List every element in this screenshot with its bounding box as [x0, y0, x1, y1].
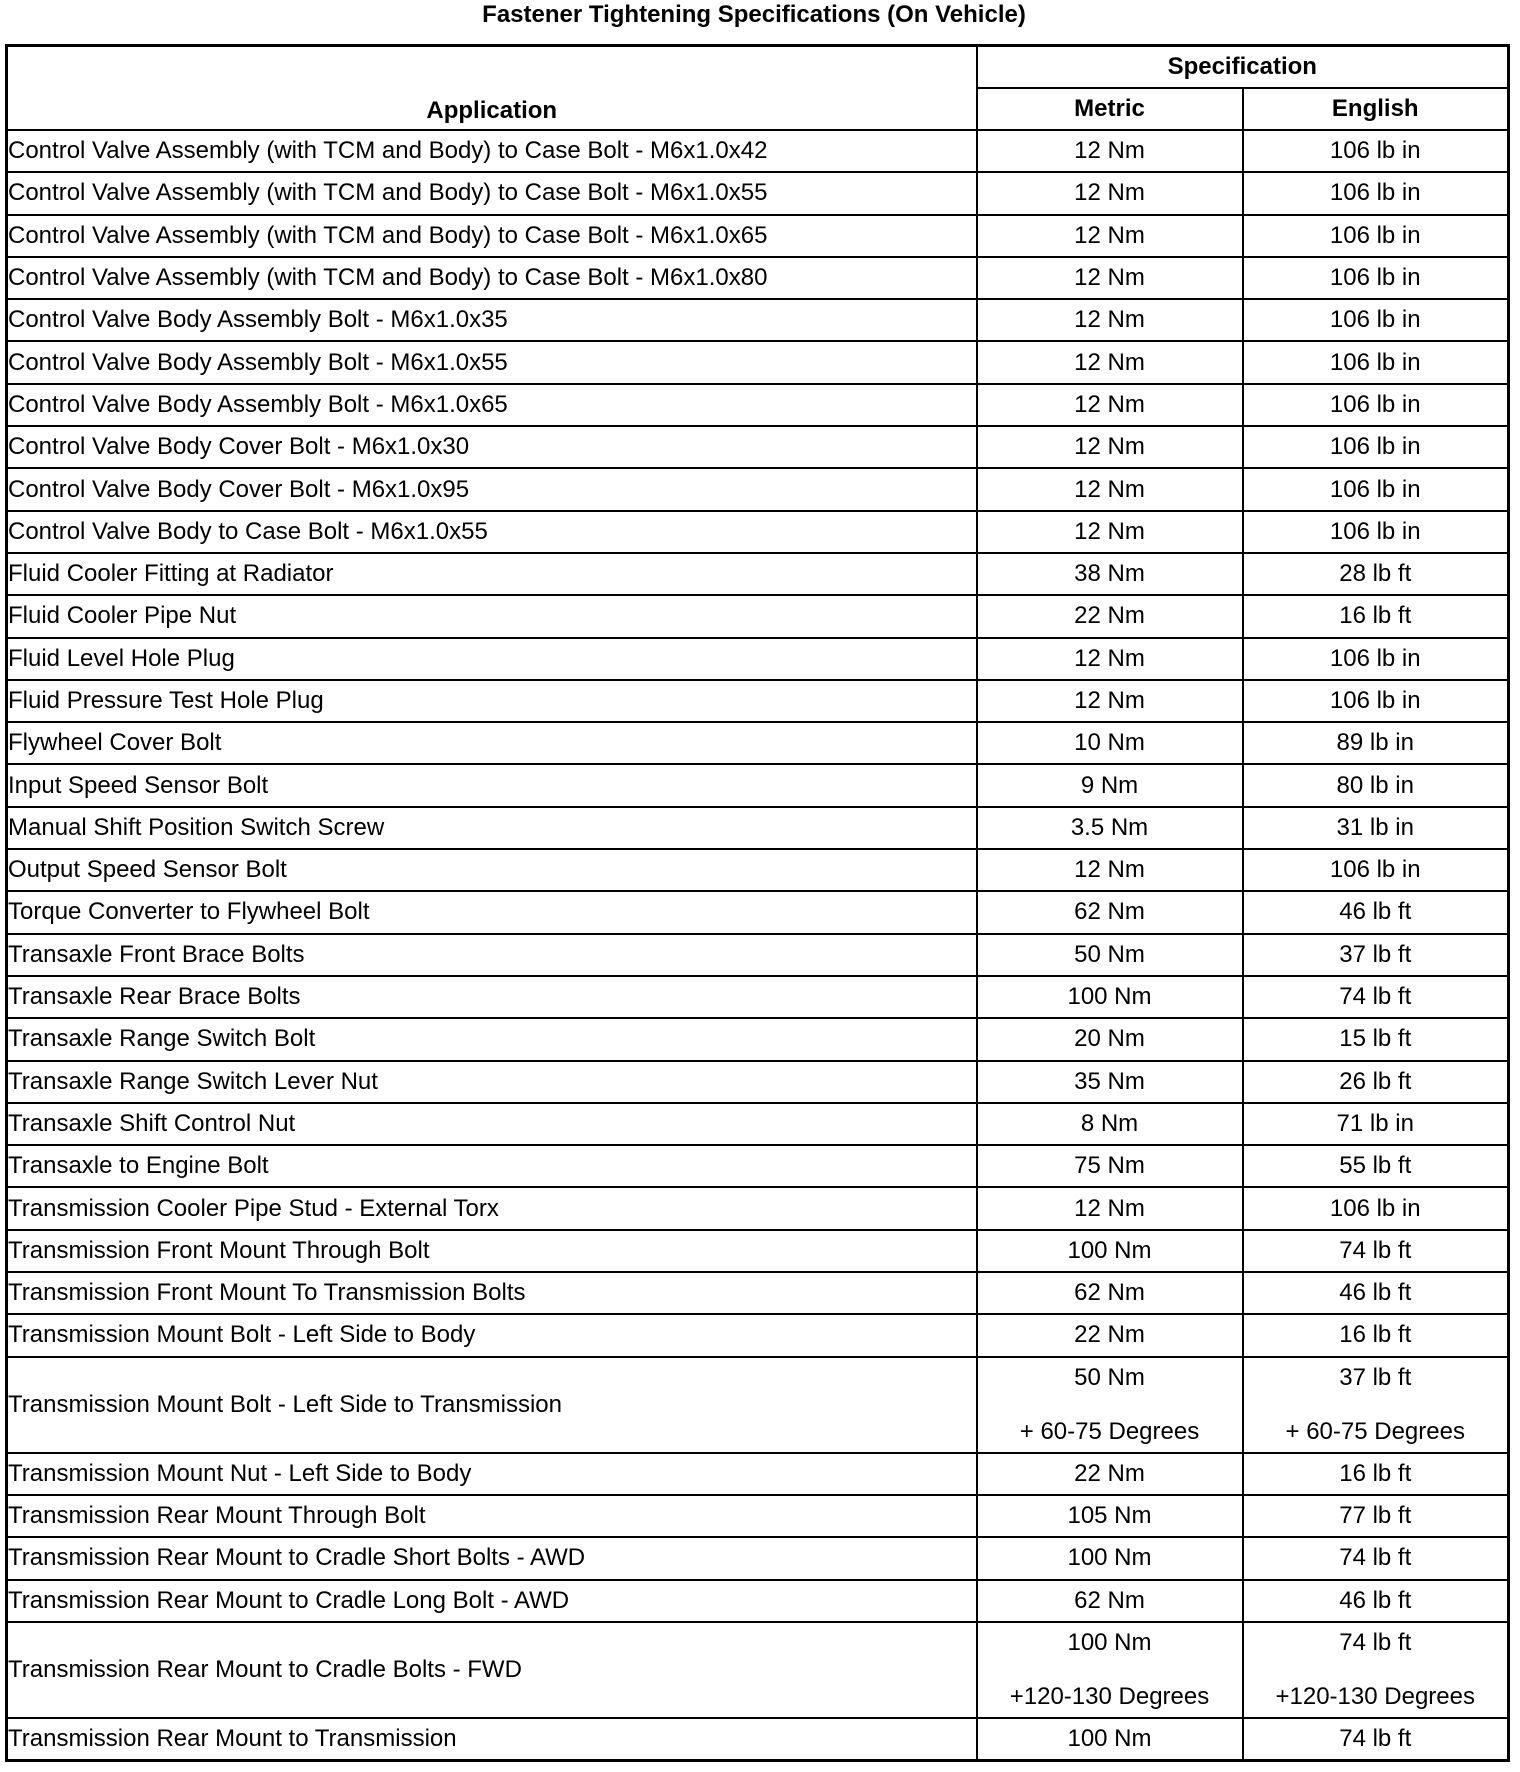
header-metric: Metric	[977, 88, 1243, 130]
table-row	[7, 1537, 1509, 1579]
application-cell: Manual Shift Position Switch Screw	[7, 807, 977, 849]
application-cell: Control Valve Body Assembly Bolt - M6x1.0x35	[7, 299, 977, 341]
table-row	[7, 1580, 1509, 1622]
application-cell: Fluid Level Hole Plug	[7, 638, 977, 680]
table-row	[7, 468, 1509, 510]
metric-cell: 12 Nm	[977, 680, 1243, 722]
table-row	[7, 130, 1509, 172]
metric-value: 100 Nm	[1067, 1628, 1152, 1656]
english-cell: 16 lb ft	[1243, 595, 1509, 637]
metric-cell: 100 Nm	[977, 976, 1243, 1018]
application-cell: Transmission Rear Mount Through Bolt	[7, 1495, 977, 1537]
table-row	[7, 976, 1509, 1018]
metric-cell: 105 Nm	[977, 1495, 1243, 1537]
application-cell: Transaxle Shift Control Nut	[7, 1103, 977, 1145]
metric-cell: 50 Nm	[977, 934, 1243, 976]
english-cell: 46 lb ft	[1243, 891, 1509, 933]
table-body	[7, 130, 1509, 1760]
metric-cell: 9 Nm	[977, 764, 1243, 806]
metric-cell: 100 Nm	[977, 1537, 1243, 1579]
application-cell: Fluid Pressure Test Hole Plug	[7, 680, 977, 722]
english-cell: 46 lb ft	[1243, 1272, 1509, 1314]
english-cell: 46 lb ft	[1243, 1580, 1509, 1622]
application-cell: Transmission Cooler Pipe Stud - External Torx	[7, 1187, 977, 1229]
application-cell: Input Speed Sensor Bolt	[7, 764, 977, 806]
english-cell: 106 lb in	[1243, 680, 1509, 722]
table-row	[7, 1495, 1509, 1537]
english-cell: 55 lb ft	[1243, 1145, 1509, 1187]
table-row	[7, 215, 1509, 257]
metric-cell: 12 Nm	[977, 468, 1243, 510]
english-cell: 71 lb in	[1243, 1103, 1509, 1145]
english-value: 74 lb ft	[1339, 1628, 1412, 1656]
english-cell: 37 lb ft	[1243, 934, 1509, 976]
english-extra-value: +120-130 Degrees	[1275, 1682, 1475, 1710]
application-cell: Transmission Front Mount Through Bolt	[7, 1230, 977, 1272]
metric-cell: 10 Nm	[977, 722, 1243, 764]
english-cell: 106 lb in	[1243, 130, 1509, 172]
english-cell: 106 lb in	[1243, 511, 1509, 553]
table-row	[7, 638, 1509, 680]
english-cell: 106 lb in	[1243, 172, 1509, 214]
english-cell: 74 lb ft	[1243, 1537, 1509, 1579]
table-row	[7, 764, 1509, 806]
english-cell: 80 lb in	[1243, 764, 1509, 806]
metric-cell: 12 Nm	[977, 130, 1243, 172]
metric-cell: 12 Nm	[977, 638, 1243, 680]
application-cell: Transaxle Range Switch Bolt	[7, 1018, 977, 1060]
application-cell: Transaxle Range Switch Lever Nut	[7, 1061, 977, 1103]
table-row	[7, 1357, 1509, 1453]
english-cell: 106 lb in	[1243, 849, 1509, 891]
metric-cell: 100 Nm	[977, 1230, 1243, 1272]
table-row	[7, 1103, 1509, 1145]
metric-cell: 12 Nm	[977, 172, 1243, 214]
metric-cell: 38 Nm	[977, 553, 1243, 595]
table-row	[7, 1230, 1509, 1272]
metric-cell: 12 Nm	[977, 849, 1243, 891]
english-cell: 15 lb ft	[1243, 1018, 1509, 1060]
application-cell: Transmission Rear Mount to Cradle Long Bolt - AWD	[7, 1580, 977, 1622]
application-cell: Control Valve Body Assembly Bolt - M6x1.0x55	[7, 341, 977, 383]
table-row	[7, 1018, 1509, 1060]
table-row	[7, 722, 1509, 764]
english-cell: 31 lb in	[1243, 807, 1509, 849]
table-row	[7, 511, 1509, 553]
header-application: Application	[7, 46, 977, 131]
application-cell: Transmission Rear Mount to Transmission	[7, 1718, 977, 1760]
application-cell: Transmission Mount Bolt - Left Side to Transmission	[7, 1357, 977, 1453]
metric-cell: 22 Nm	[977, 1314, 1243, 1356]
english-cell: 28 lb ft	[1243, 553, 1509, 595]
application-cell: Control Valve Assembly (with TCM and Body) to Case Bolt - M6x1.0x80	[7, 257, 977, 299]
english-cell: 74 lb ft	[1243, 1230, 1509, 1272]
metric-cell: 12 Nm	[977, 384, 1243, 426]
english-cell: 106 lb in	[1243, 426, 1509, 468]
english-cell: 106 lb in	[1243, 341, 1509, 383]
table-row	[7, 1145, 1509, 1187]
table-row	[7, 1622, 1509, 1718]
page-title: Fastener Tightening Specifications (On Vehicle)	[482, 1, 1026, 28]
application-cell: Transaxle Front Brace Bolts	[7, 934, 977, 976]
table-row	[7, 849, 1509, 891]
metric-cell: 8 Nm	[977, 1103, 1243, 1145]
table-row	[7, 341, 1509, 383]
application-cell: Fluid Cooler Pipe Nut	[7, 595, 977, 637]
metric-cell: 12 Nm	[977, 215, 1243, 257]
application-cell: Torque Converter to Flywheel Bolt	[7, 891, 977, 933]
english-cell: 26 lb ft	[1243, 1061, 1509, 1103]
english-cell: 16 lb ft	[1243, 1314, 1509, 1356]
table-row	[7, 426, 1509, 468]
application-cell: Transmission Rear Mount to Cradle Bolts - FWD	[7, 1622, 977, 1718]
table-row	[7, 299, 1509, 341]
metric-extra-value: + 60-75 Degrees	[1019, 1417, 1200, 1445]
application-cell: Control Valve Body Cover Bolt - M6x1.0x30	[7, 426, 977, 468]
table-row	[7, 1314, 1509, 1356]
metric-cell: 12 Nm	[977, 1187, 1243, 1229]
metric-cell: 12 Nm	[977, 341, 1243, 383]
english-cell: 106 lb in	[1243, 384, 1509, 426]
application-cell: Transmission Mount Bolt - Left Side to Body	[7, 1314, 977, 1356]
metric-cell: 22 Nm	[977, 1453, 1243, 1495]
metric-cell	[977, 1622, 1243, 1718]
application-cell: Control Valve Body Cover Bolt - M6x1.0x95	[7, 468, 977, 510]
metric-cell: 20 Nm	[977, 1018, 1243, 1060]
application-cell: Transaxle Rear Brace Bolts	[7, 976, 977, 1018]
english-cell: 106 lb in	[1243, 257, 1509, 299]
metric-cell: 12 Nm	[977, 426, 1243, 468]
english-cell: 74 lb ft	[1243, 976, 1509, 1018]
table-row	[7, 553, 1509, 595]
english-value: 37 lb ft	[1339, 1363, 1412, 1391]
english-cell: 106 lb in	[1243, 215, 1509, 257]
table-row	[7, 1187, 1509, 1229]
table-row	[7, 1061, 1509, 1103]
application-cell: Control Valve Body to Case Bolt - M6x1.0x55	[7, 511, 977, 553]
english-cell	[1243, 1622, 1509, 1718]
application-cell: Control Valve Assembly (with TCM and Body) to Case Bolt - M6x1.0x42	[7, 130, 977, 172]
header-specification: Specification	[977, 46, 1509, 89]
application-cell: Fluid Cooler Fitting at Radiator	[7, 553, 977, 595]
table-row	[7, 384, 1509, 426]
application-cell: Flywheel Cover Bolt	[7, 722, 977, 764]
table-row	[7, 257, 1509, 299]
metric-cell: 75 Nm	[977, 1145, 1243, 1187]
metric-cell: 12 Nm	[977, 511, 1243, 553]
english-cell: 106 lb in	[1243, 299, 1509, 341]
english-cell: 106 lb in	[1243, 1187, 1509, 1229]
application-cell: Transmission Mount Nut - Left Side to Body	[7, 1453, 977, 1495]
application-cell: Transaxle to Engine Bolt	[7, 1145, 977, 1187]
metric-cell: 62 Nm	[977, 891, 1243, 933]
table-row	[7, 172, 1509, 214]
specifications-table	[5, 44, 1510, 1762]
application-cell: Transmission Rear Mount to Cradle Short Bolts - AWD	[7, 1537, 977, 1579]
table-row	[7, 680, 1509, 722]
english-cell: 106 lb in	[1243, 638, 1509, 680]
english-cell: 74 lb ft	[1243, 1718, 1509, 1760]
table-row	[7, 595, 1509, 637]
application-cell: Control Valve Assembly (with TCM and Body) to Case Bolt - M6x1.0x55	[7, 172, 977, 214]
table-row	[7, 934, 1509, 976]
english-cell: 16 lb ft	[1243, 1453, 1509, 1495]
table-row	[7, 807, 1509, 849]
table-row	[7, 1272, 1509, 1314]
metric-cell: 62 Nm	[977, 1272, 1243, 1314]
table-row	[7, 1718, 1509, 1760]
metric-cell: 35 Nm	[977, 1061, 1243, 1103]
table-row	[7, 1453, 1509, 1495]
metric-cell: 12 Nm	[977, 257, 1243, 299]
english-extra-value: + 60-75 Degrees	[1285, 1417, 1465, 1445]
english-cell: 77 lb ft	[1243, 1495, 1509, 1537]
metric-cell: 62 Nm	[977, 1580, 1243, 1622]
metric-cell: 3.5 Nm	[977, 807, 1243, 849]
application-cell: Transmission Front Mount To Transmission Bolts	[7, 1272, 977, 1314]
english-cell: 106 lb in	[1243, 468, 1509, 510]
metric-value: 50 Nm	[1074, 1363, 1145, 1391]
application-cell: Control Valve Body Assembly Bolt - M6x1.0x65	[7, 384, 977, 426]
metric-cell	[977, 1357, 1243, 1453]
application-cell: Output Speed Sensor Bolt	[7, 849, 977, 891]
application-cell: Control Valve Assembly (with TCM and Body) to Case Bolt - M6x1.0x65	[7, 215, 977, 257]
metric-cell: 100 Nm	[977, 1718, 1243, 1760]
header-english: English	[1243, 88, 1509, 130]
english-cell	[1243, 1357, 1509, 1453]
metric-cell: 22 Nm	[977, 595, 1243, 637]
metric-cell: 12 Nm	[977, 299, 1243, 341]
english-cell: 89 lb in	[1243, 722, 1509, 764]
table-row	[7, 891, 1509, 933]
metric-extra-value: +120-130 Degrees	[1009, 1682, 1210, 1710]
